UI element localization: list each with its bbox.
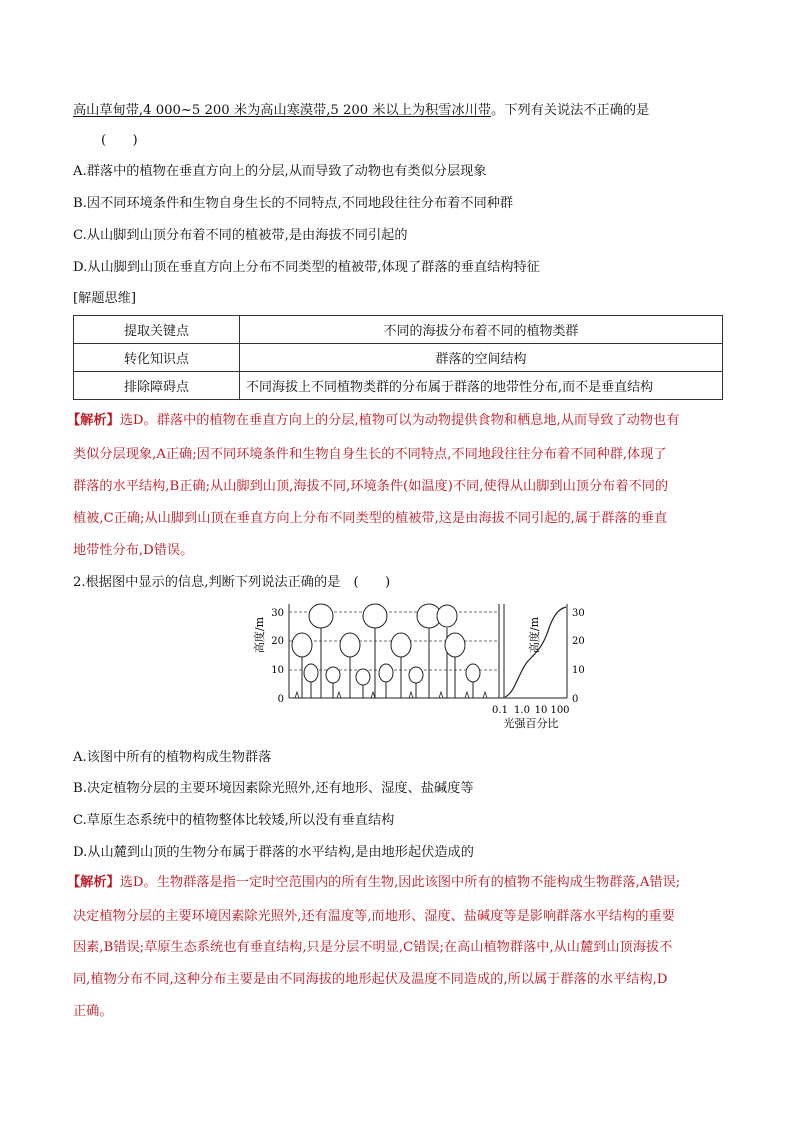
right-axis-label: 高度/m <box>528 616 541 654</box>
q1-analysis-line-5: 地带性分布,D错误。 <box>73 543 194 558</box>
x-axis-label: 光强百分比 <box>503 717 559 730</box>
q1-option-c: C.从山脚到山顶分布着不同的植被带,是由海拔不同引起的 <box>73 228 408 243</box>
q1-stem <box>73 102 649 120</box>
left-axis-label: 高度/m <box>253 616 266 654</box>
q1-analysis-line-1: 【解析】选D。群落中的植物在垂直方向上的分层,植物可以为动物提供食物和栖息地,从而导致了动物也有 <box>67 413 680 428</box>
figure-svg <box>253 601 585 731</box>
q1-option-d: D.从山脚到山顶在垂直方向上分布不同类型的植被带,体现了群落的垂直结构特征 <box>73 260 540 275</box>
x-tick: 100 <box>550 705 570 716</box>
q2-option-b: B.决定植物分层的主要环境因素除光照外,还有地形、湿度、盐碱度等 <box>73 781 474 796</box>
q2-stem: 2.根据图中显示的信息,判断下列说法正确的是 ( ) <box>73 575 391 590</box>
right-y-tick: 20 <box>572 636 585 647</box>
q2-analysis-line-4: 同,植物分布不同,这种分布主要是由不同海拔的地形起伏及温度不同造成的,所以属于群落的水平结构,D <box>73 972 668 987</box>
q2-analysis-line-1: 【解析】选D。生物群落是指一定时空范围内的所有生物,因此该图中所有的植物不能构成生物群落,A错误; <box>67 875 681 890</box>
q2-analysis-tag: 【解析】 <box>67 875 120 890</box>
q2-option-a: A.该图中所有的植物构成生物群落 <box>73 750 272 765</box>
thinking-table <box>73 315 723 400</box>
table-cell-key: 排除障碍点 <box>74 372 240 400</box>
q1-analysis-tag: 【解析】 <box>67 413 120 428</box>
right-y-tick: 10 <box>572 665 585 676</box>
table-cell-value: 不同的海拔分布着不同的植物类群 <box>240 316 723 344</box>
y-tick: 20 <box>271 636 284 647</box>
q1-option-b: B.因不同环境条件和生物自身生长的不同特点,不同地段往往分布着不同种群 <box>73 196 514 211</box>
table-row <box>74 344 723 372</box>
low-tree-layer <box>304 664 480 698</box>
table-cell-key: 提取关键点 <box>74 316 240 344</box>
table-cell-key: 转化知识点 <box>74 344 240 372</box>
q1-analysis-line-4: 植被,C正确;从山脚到山顶在垂直方向上分布不同类型的植被带,这是由海拔不同引起的,属于群落的垂直 <box>73 511 668 526</box>
right-y-tick: 30 <box>572 608 585 619</box>
q1-thinking-label: [解题思维] <box>73 291 137 306</box>
table-row <box>74 372 723 400</box>
q2-option-d: D.从山麓到山顶的生物分布属于群落的水平结构,是由地形起伏造成的 <box>73 845 474 860</box>
q2-analysis-line-3: 因素,B错误;草原生态系统也有垂直结构,只是分层不明显,C错误;在高山植物群落中,从山麓到山顶海拔不 <box>73 940 673 955</box>
q1-stem-tail: 。下列有关说法不正确的是 <box>491 103 650 118</box>
right-y-tick: 0 <box>572 694 579 705</box>
middle-tree-layer <box>292 633 465 698</box>
q1-answer-paren: ( ) <box>101 133 138 148</box>
table-cell-value: 群落的空间结构 <box>240 344 723 372</box>
y-tick: 30 <box>271 608 284 619</box>
q1-option-a: A.群落中的植物在垂直方向上的分层,从而导致了动物也有类似分层现象 <box>73 164 487 179</box>
y-tick: 10 <box>271 665 284 676</box>
q1-stem-underlined: 高山草甸带,4 000~5 200 米为高山寒漠带,5 200 米以上为积雪冰川带 <box>73 103 492 118</box>
q1-analysis-line-3: 群落的水平结构,B正确;从山脚到山顶,海拔不同,环境条件(如温度)不同,使得从山脚到山顶分布着不同的 <box>73 479 669 494</box>
herb-layer <box>295 692 487 698</box>
x-tick: 0.1 <box>492 705 508 716</box>
q2-option-c: C.草原生态系统中的植物整体比较矮,所以没有垂直结构 <box>73 813 395 828</box>
vegetation-layer-figure <box>253 601 585 731</box>
table-cell-value: 不同海拔上不同植物类群的分布属于群落的地带性分布,而不是垂直结构 <box>240 372 723 400</box>
y-tick: 0 <box>277 694 284 705</box>
q2-analysis-line-2: 决定植物分层的主要环境因素除光照外,还有温度等,而地形、湿度、盐碱度等是影响群落水平结构的重要 <box>73 909 675 924</box>
x-tick: 10 <box>534 705 548 716</box>
q2-analysis-line-5: 正确。 <box>73 1004 113 1019</box>
tall-tree-layer <box>309 604 457 698</box>
x-tick: 1.0 <box>514 705 530 716</box>
q1-analysis-line-2: 类似分层现象,A正确;因不同环境条件和生物自身生长的不同特点,不同地段往往分布着不同种群,体现了 <box>73 447 667 462</box>
table-row <box>74 316 723 344</box>
